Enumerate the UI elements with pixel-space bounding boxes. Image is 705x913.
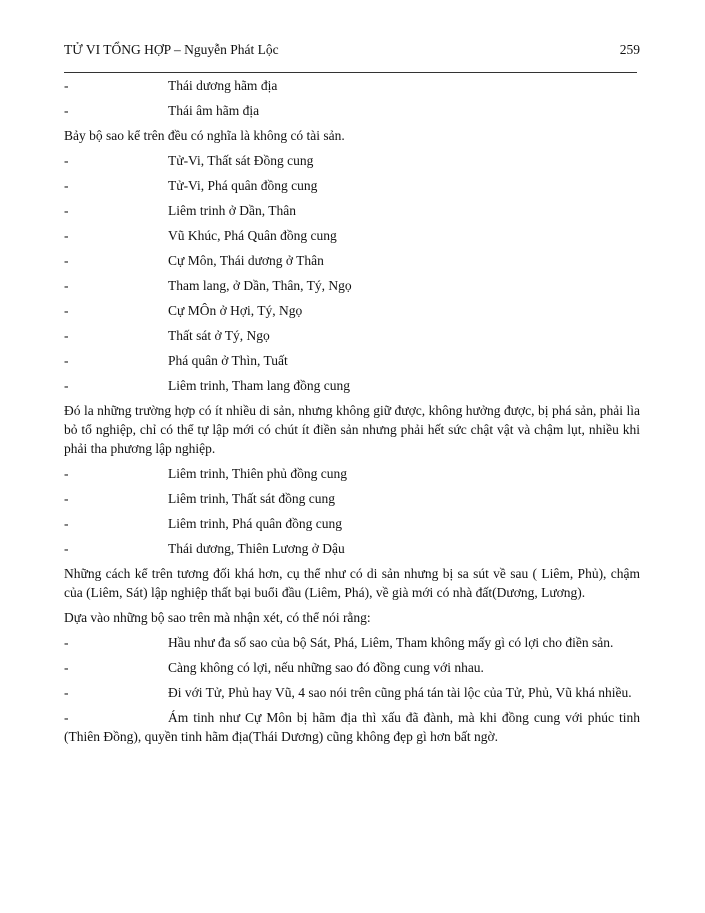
list-dash: -	[64, 253, 69, 268]
list-item	[64, 658, 640, 677]
list-item-text: Đi với Tử, Phủ hay Vũ, 4 sao nói trên cũng phá tán tài lộc của Tử, Phủ, Vũ khá nhiều.	[168, 685, 632, 700]
list-dash: -	[64, 278, 69, 293]
list-item-text: Liêm trinh, Phá quân đồng cung	[168, 516, 342, 531]
list-item-text: Ám tinh như Cự Môn bị hãm địa thì xấu đã đành, mà khi đồng cung với phúc tinh (Thiên Đồng), quyền tinh hãm địa(Thái Dương) cũng không đẹp gì hơn bất ngờ.	[64, 710, 640, 744]
list-dash: -	[64, 491, 69, 506]
list-dash: -	[64, 635, 69, 650]
list-item-text: Thái dương hãm địa	[168, 78, 278, 93]
list-item	[64, 539, 640, 558]
list-dash: -	[64, 353, 69, 368]
list-item	[64, 201, 640, 220]
list-item	[64, 683, 640, 702]
header-title: TỬ VI TỔNG HỢP – Nguyễn Phát Lộc	[64, 42, 279, 57]
list-item	[64, 101, 640, 120]
list-item-text: Liêm trinh, Thiên phủ đồng cung	[168, 466, 347, 481]
list-dash: -	[64, 203, 69, 218]
paragraph: Bảy bộ sao kể trên đều có nghĩa là không có tài sản.	[64, 128, 345, 143]
paragraph: Những cách kể trên tương đối khá hơn, cụ thể như có di sản nhưng bị sa sút về sau ( Liêm, Phủ), chậm của (Liêm, Sát) lập nghiệp thất bại buổi đầu (Liêm, Phá), về già mới có nhà đất(Dương, Lương).	[64, 566, 640, 600]
list-item-text: Tử-Vi, Phá quân đồng cung	[168, 178, 318, 193]
list-item	[64, 489, 640, 508]
list-dash: -	[64, 710, 69, 725]
list-item-text: Liêm trinh ở Dần, Thân	[168, 203, 296, 218]
list-item-text: Thất sát ở Tý, Ngọ	[168, 328, 270, 343]
list-item	[64, 76, 640, 95]
list-item-text: Cự Môn, Thái dương ở Thân	[168, 253, 324, 268]
page-number: 259	[619, 42, 640, 57]
list-item	[64, 176, 640, 195]
list-item	[64, 351, 640, 370]
list-item	[64, 226, 640, 245]
list-dash: -	[64, 378, 69, 393]
list-item-text: Phá quân ở Thìn, Tuất	[168, 353, 288, 368]
list-item-text: Tử-Vi, Thất sát Đồng cung	[168, 153, 314, 168]
list-item-text: Liêm trinh, Thất sát đồng cung	[168, 491, 335, 506]
list-dash: -	[64, 303, 69, 318]
list-dash: -	[64, 328, 69, 343]
list-item	[64, 708, 640, 746]
list-item	[64, 514, 640, 533]
list-dash: -	[64, 153, 69, 168]
list-item-text: Càng không có lợi, nếu những sao đó đồng cung với nhau.	[168, 660, 484, 675]
list-dash: -	[64, 228, 69, 243]
list-item	[64, 151, 640, 170]
list-dash: -	[64, 103, 69, 118]
header-rule	[64, 72, 637, 73]
list-item-text: Cự MÔn ở Hợi, Tý, Ngọ	[168, 303, 303, 318]
list-dash: -	[64, 466, 69, 481]
list-item	[64, 276, 640, 295]
list-dash: -	[64, 541, 69, 556]
list-item-text: Vũ Khúc, Phá Quân đồng cung	[168, 228, 337, 243]
list-item	[64, 251, 640, 270]
paragraph: Đó la những trường hợp có ít nhiều di sản, nhưng không giữ được, không hưởng được, bị phá sản, phải lìa bỏ tổ nghiệp, chỉ có thể tự lập mới có chút ít điền sản nhưng phải hết sức chật vật và chậm lụt, nhiều khi phải tha phương lập nghiệp.	[64, 403, 640, 456]
list-item-text: Thái âm hãm địa	[168, 103, 260, 118]
list-item	[64, 376, 640, 395]
list-dash: -	[64, 178, 69, 193]
document-body	[64, 76, 640, 752]
list-item-text: Liêm trinh, Tham lang đồng cung	[168, 378, 350, 393]
list-item-text: Hầu như đa số sao của bộ Sát, Phá, Liêm, Tham không mấy gì có lợi cho điền sản.	[168, 635, 614, 650]
list-item-text: Tham lang, ở Dần, Thân, Tý, Ngọ	[168, 278, 352, 293]
list-dash: -	[64, 685, 69, 700]
list-item	[64, 633, 640, 652]
list-item	[64, 301, 640, 320]
list-item-text: Thái dương, Thiên Lương ở Dậu	[168, 541, 345, 556]
list-dash: -	[64, 78, 69, 93]
paragraph: Dựa vào những bộ sao trên mà nhận xét, có thể nói rằng:	[64, 610, 371, 625]
list-dash: -	[64, 660, 69, 675]
list-item	[64, 326, 640, 345]
list-dash: -	[64, 516, 69, 531]
list-item	[64, 464, 640, 483]
